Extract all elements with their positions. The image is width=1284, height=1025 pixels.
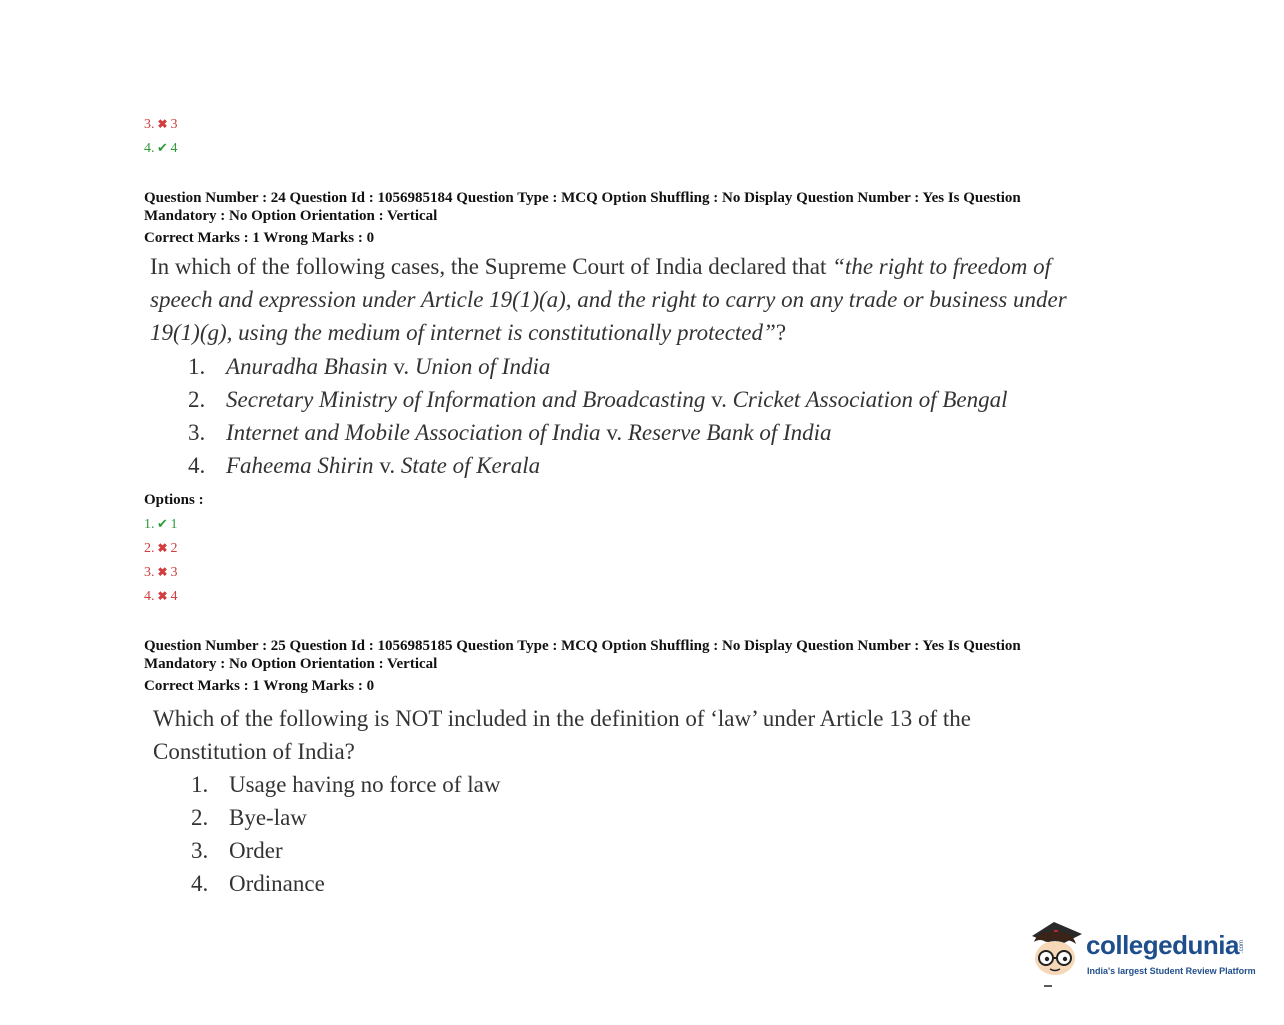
cross-icon: ✖ (157, 565, 168, 579)
prev-option-4: 4. ✔ 4 (144, 140, 178, 156)
cross-icon: ✖ (157, 589, 168, 603)
check-icon: ✔ (157, 516, 168, 531)
q24-option-3: 3. ✖ 3 (144, 565, 178, 580)
q25-choice-4: 4. Ordinance (191, 871, 325, 896)
q24-option-2: 2. ✖ 2 (144, 541, 178, 556)
q25-meta: Question Number : 25 Question Id : 1056985185 Question Type : MCQ Option Shuffling : No Display Question Number : Yes Is Question Mandatory : No Option Orientation : Vertical (144, 638, 1021, 672)
q24-question-text: In which of the following cases, the Supreme Court of India declared that “the right to freedom of speech and expression under Article 19(1)(a), and the right to carry on any trade or business under 19(1)(g), using the medium of internet is constitutionally protected”? (150, 254, 1067, 345)
q24-option-1: 1. ✔ 1 (144, 516, 178, 532)
check-icon: ✔ (157, 140, 168, 155)
q25-question-text: Which of the following is NOT included in the definition of ‘law’ under Article 13 of the Constitution of India? (153, 706, 972, 764)
cross-icon: ✖ (157, 541, 168, 555)
prev-option-3: 3. ✖ 3 (144, 117, 178, 132)
q24-choice-3: 3. Internet and Mobile Association of India v. Reserve Bank of India (188, 420, 832, 445)
q24-meta: Question Number : 24 Question Id : 1056985184 Question Type : MCQ Option Shuffling : No Display Question Number : Yes Is Question Mandatory : No Option Orientation : Vertical (144, 190, 1021, 224)
q24-choice-4: 4. Faheema Shirin v. State of Kerala (188, 453, 541, 478)
q24-choice-1: 1. Anuradha Bhasin v. Union of India (188, 354, 551, 379)
q24-choice-2: 2. Secretary Ministry of Information and Broadcasting v. Cricket Association of Bengal (188, 387, 1008, 412)
logo-dotcom: .com (1239, 940, 1245, 954)
logo-tagline: India's largest Student Review Platform (1087, 966, 1256, 976)
cross-icon: ✖ (157, 117, 168, 131)
logo-wordmark: collegedunia (1086, 930, 1239, 960)
q24-option-4: 4. ✖ 4 (144, 589, 178, 604)
q24-choices (188, 350, 1008, 482)
q25-choice-3: 3. Order (191, 838, 283, 863)
q25-choices (191, 768, 500, 900)
q25-marks: Correct Marks : 1 Wrong Marks : 0 (144, 678, 375, 694)
q25-choice-1: 1. Usage having no force of law (191, 772, 501, 797)
q25-choice-2: 2. Bye-law (191, 805, 307, 830)
q24-options-label: Options : (144, 492, 204, 508)
q24-marks: Correct Marks : 1 Wrong Marks : 0 (144, 230, 375, 246)
